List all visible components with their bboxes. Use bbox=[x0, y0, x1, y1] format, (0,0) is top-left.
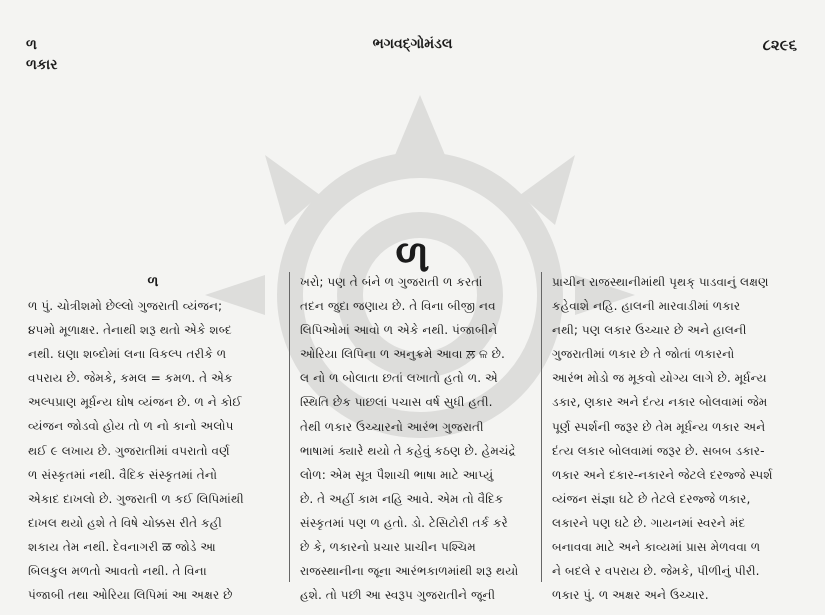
text-column-3 bbox=[552, 270, 798, 607]
text-line: લોળ: એમ સૂત્ર પૈશાચી ભાષા માટે આપ્યું bbox=[300, 467, 494, 482]
text-line: અલ્પપ્રાણ મૂર્ધન્ય ઘોષ વ્યંજન છે. ળ ને કોઈ bbox=[28, 395, 242, 410]
text-line: આરંભ મોડો જ મૂકવો યોગ્ય લાગે છે. મૂર્ધન્ય bbox=[552, 371, 767, 386]
header-title: ભગવદ્ગોમંડલ bbox=[372, 36, 453, 52]
text-line: હશે. તો પછી આ સ્વરૂપ ગુજરાતીને જૂની bbox=[300, 588, 496, 603]
text-column-2 bbox=[300, 270, 532, 607]
text-line: પ્રાચીન રાજસ્થાનીમાંથી પૃથક્ પાડવાનું લક્ષણ bbox=[552, 275, 769, 289]
text-line: દંત્ય લકાર બોલવામાં જરૂર છે. સબબ ડકાર- bbox=[552, 443, 765, 458]
header-guide-letter: ળ bbox=[26, 37, 37, 53]
column-divider bbox=[541, 272, 542, 582]
entry-headword-line: ળકાર પું. ળ અક્ષર અને ઉચ્ચાર. bbox=[552, 588, 709, 603]
text-line: ળ પું. ચોત્રીશમો છેલ્લો ગુજરાતી વ્યંજન; bbox=[28, 299, 223, 313]
text-line: ડકાર, ણકાર અને દંત્ય નકાર બોલવામાં જેમ bbox=[552, 395, 768, 410]
column-divider bbox=[289, 272, 290, 582]
text-line: શકાય તેમ નથી. દેવનાગરી ळ જોડે આ bbox=[28, 539, 216, 554]
text-line: રાજસ્થાનીના જૂના આરંભકાળમાંથી શરૂ થયો bbox=[300, 564, 519, 579]
text-line: નથી; પણ લકાર ઉચ્ચાર છે અને હાલની bbox=[552, 323, 747, 338]
text-line: કહેવાશે નહિ. હાલની મારવાડીમાં ળકાર bbox=[552, 299, 741, 314]
text-line: છે. તે અહીં કામ નહિ આવે. એમ તો વૈદિક bbox=[300, 491, 504, 506]
text-line: થઈ ૯ લખાય છે. ગુજરાતીમાં વપરાતો વર્ણ bbox=[28, 443, 230, 458]
text-line: તદન જુદા જણાય છે. તે વિના બીજી નવ bbox=[300, 299, 496, 314]
text-line: ઓરિયા લિપિના ળ અનુક્રમે આવા ਲ਼ ଳ છે. bbox=[300, 347, 505, 362]
text-line: સંસ્કૃતમાં પણ ળ હતો. ડો. ટેસિટોરી તર્ક કરે bbox=[300, 515, 508, 530]
column-heading: ળ bbox=[147, 274, 159, 290]
text-line: લ નો ળ બોલાતા છતાં લખાતો હતો ળ. એ bbox=[300, 371, 498, 386]
text-line: તેથી ળકાર ઉચ્ચારનો આરંભ ગુજરાતી bbox=[300, 419, 484, 434]
text-line: છે કે, ળકારનો પ્રચાર પ્રાચીન પશ્ચિમ bbox=[300, 540, 476, 555]
text-line: ભાષામાં ક્યારે થયો તે કહેવું કઠણ છે. હેમચંદ્રે bbox=[300, 443, 516, 458]
text-line: બનાવવા માટે અને કાવ્યમાં પ્રાસ મેળવવા ળ bbox=[552, 540, 761, 555]
text-line: વપરાય છે. જેમકે, કમલ = કમળ. તે એક bbox=[28, 371, 233, 386]
text-line: વ્યંજન સંજ્ઞા ઘટે છે તેટલે દરજ્જે ળકાર, bbox=[552, 491, 751, 506]
text-column-1 bbox=[28, 270, 278, 607]
text-line: સ્થિતિ છેક પાછલાં પચાસ વર્ષ સુધી હતી. bbox=[300, 395, 493, 410]
page-number: ૮૨૯૬ bbox=[762, 36, 797, 54]
text-line: ને બદલે ર વપરાય છે. જેમકે, પીળીનું પીરી. bbox=[552, 564, 760, 579]
text-line: લિપિઓમાં આવો ળ એકે નથી. પંજાબીને bbox=[300, 323, 498, 338]
text-line: પૂર્ણ સ્પર્શની જરૂર છે તેમ મૂર્ધન્ય ળકાર અને bbox=[552, 419, 766, 434]
text-line: ળકાર અને દકાર-નકારને જેટલે દરજ્જે સ્પર્શ bbox=[552, 467, 773, 482]
text-line: ળ સંસ્કૃતમાં નથી. વૈદિક સંસ્કૃતમાં તેનો bbox=[28, 467, 217, 482]
text-line: નથી. ઘણા શબ્દોમાં લના વિકલ્પ તરીકે ળ bbox=[28, 347, 227, 362]
text-line: લકારને પણ ઘટે છે. ગાયનમાં સ્વરને મંદ bbox=[552, 515, 746, 530]
header-guide-word: ળકાર bbox=[26, 57, 58, 73]
text-line: બિલકુલ મળતો આવતો નથી. તે વિના bbox=[28, 564, 207, 579]
text-line: ખરો; પણ તે બંને ળ ગુજરાતી ળ કરતાં bbox=[300, 275, 483, 289]
text-line: ૪૫મો મૂળાક્ષર. તેનાથી શરૂ થતો એકે શબ્દ bbox=[28, 323, 232, 338]
section-letter: ળ bbox=[395, 231, 430, 282]
text-line: દાખલ થયો હશે તે વિષે ચોક્કસ રીતે કહી bbox=[28, 515, 222, 530]
text-line: ગુજરાતીમાં ળકાર છે તે જોતાં ળકારનો bbox=[552, 347, 735, 362]
text-line: વ્યંજન જોડવો હોય તો ળ નો કાનો અલોપ bbox=[28, 419, 234, 434]
text-line: એકાદ દાખલો છે. ગુજરાતી ળ કઈ લિપિમાંથી bbox=[28, 491, 244, 506]
text-line: પંજાબી તથા ઓરિયા લિપિમાં આ અક્ષર છે bbox=[28, 588, 233, 603]
